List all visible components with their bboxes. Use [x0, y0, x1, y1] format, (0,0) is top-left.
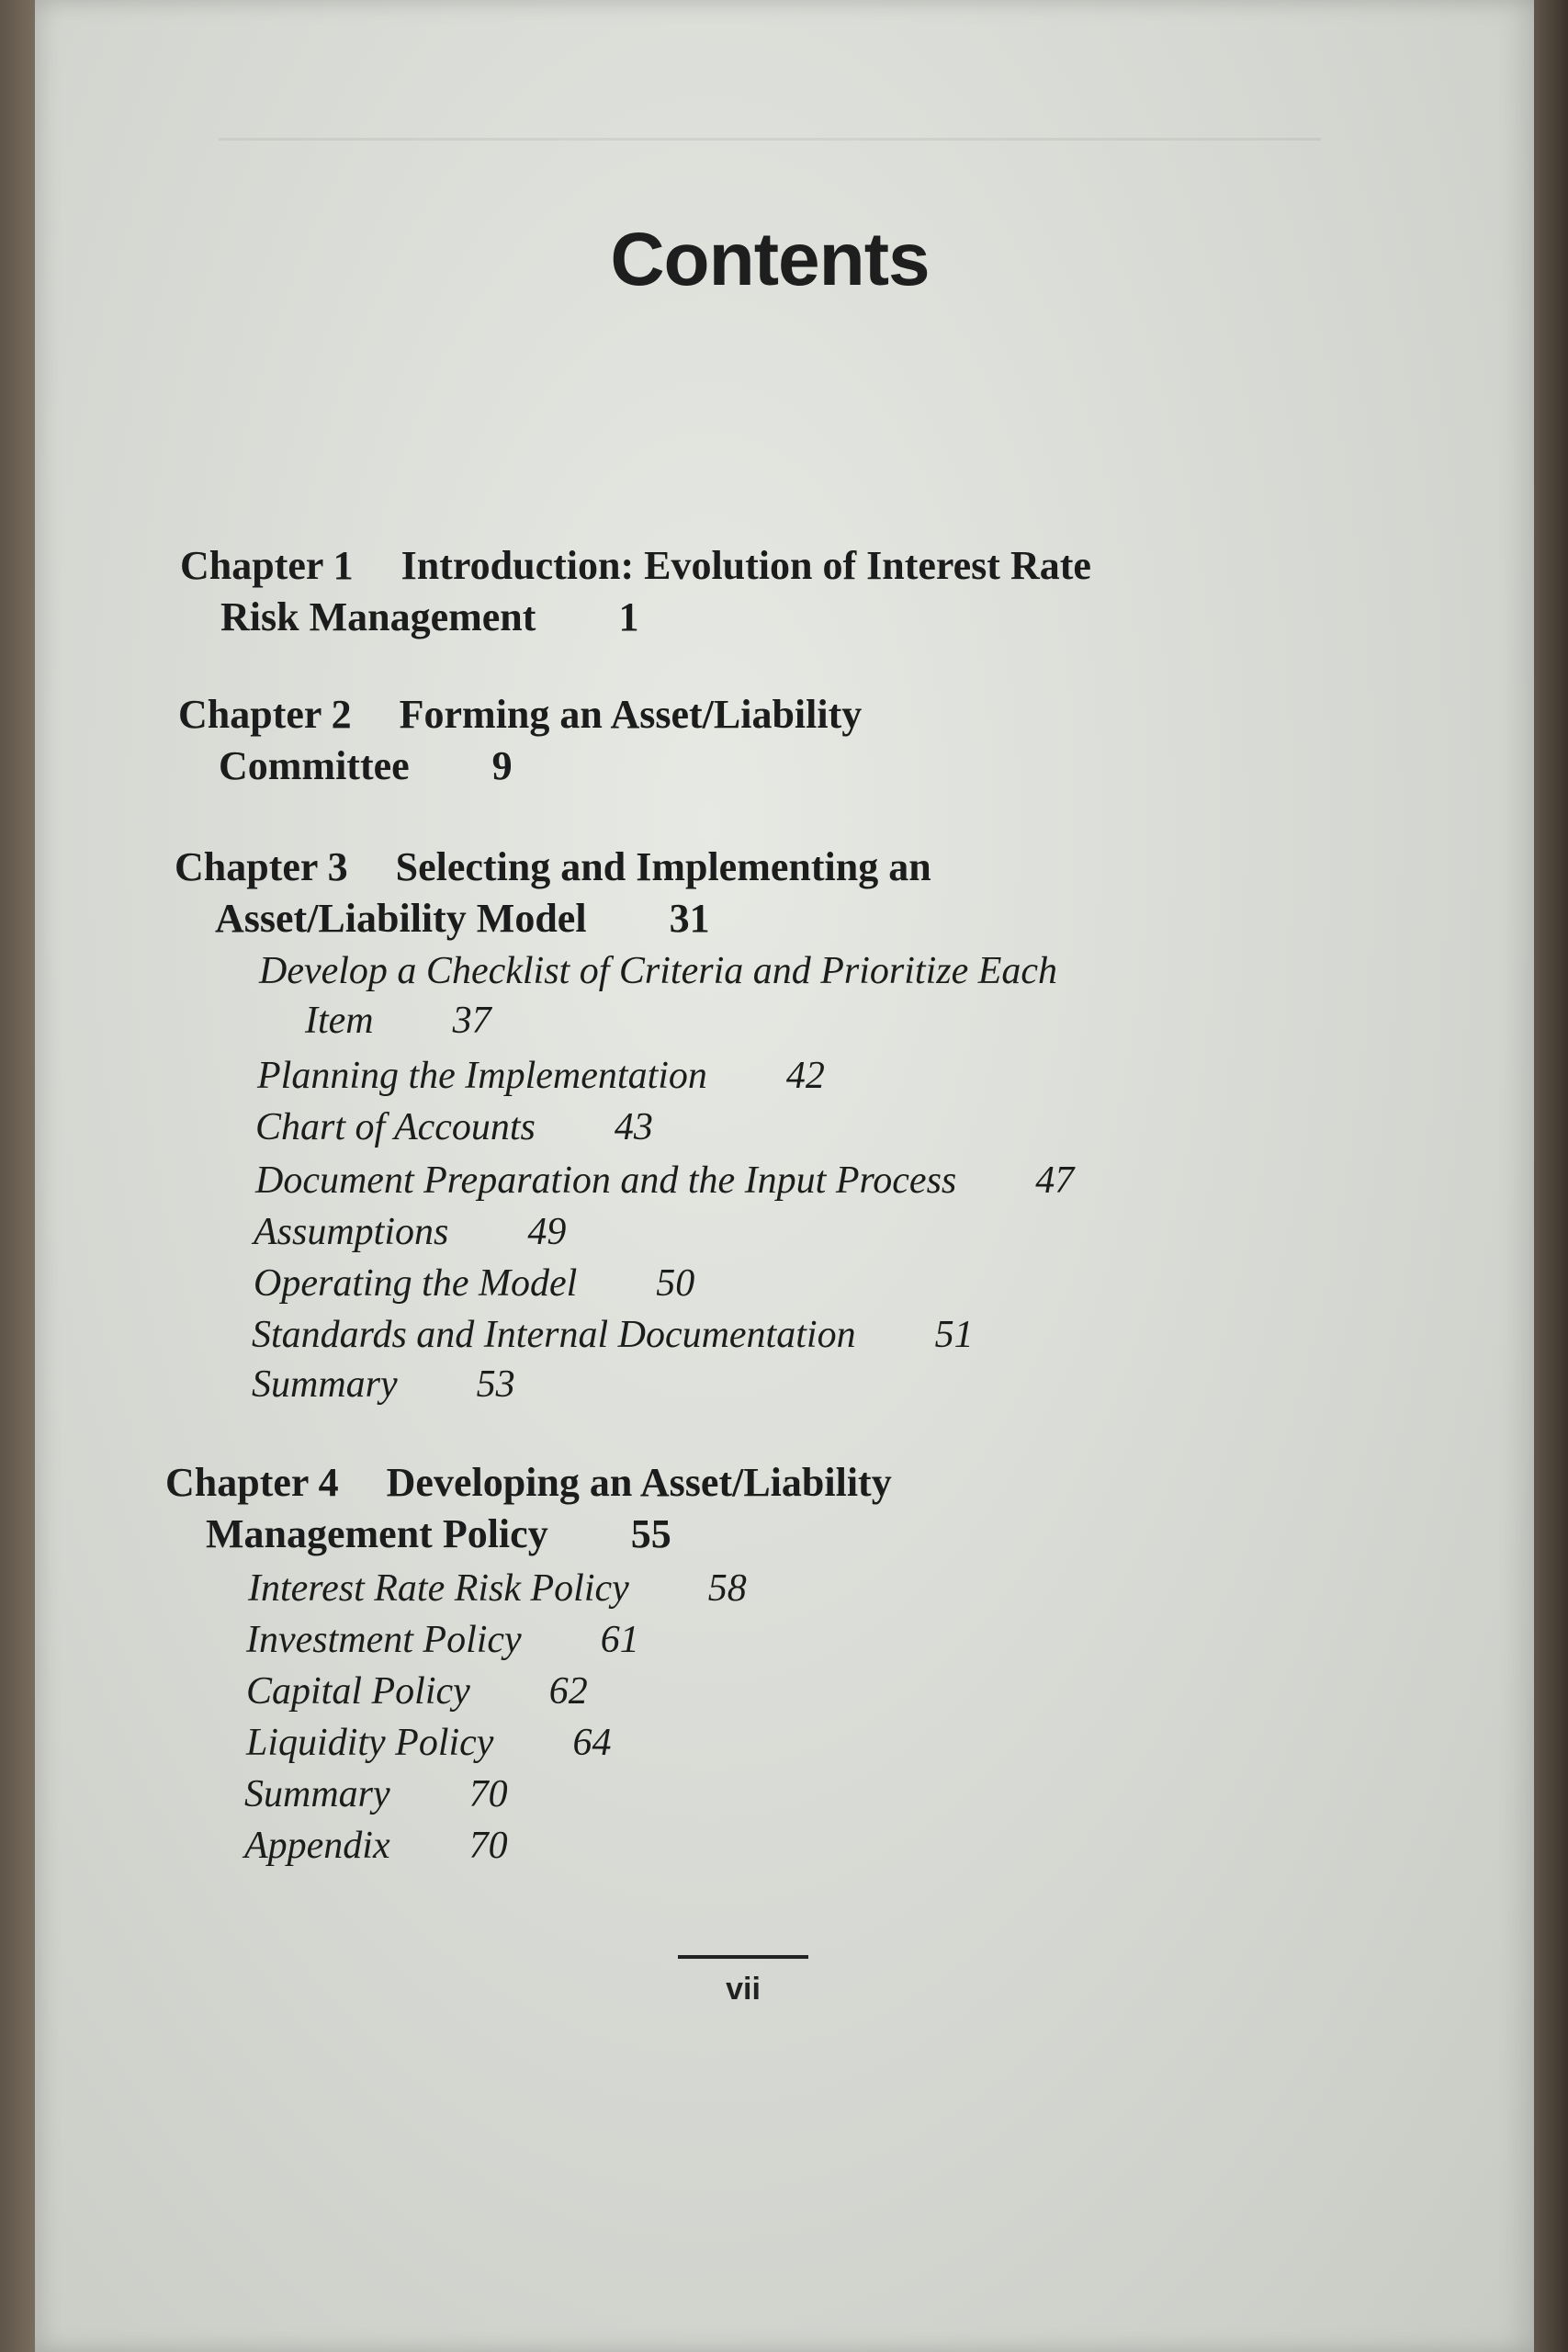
section-page-number: 47 [1035, 1159, 1075, 1202]
section-title: Appendix [244, 1825, 390, 1867]
section-page-number: 70 [468, 1825, 508, 1867]
toc-section [254, 1207, 566, 1257]
toc-section [246, 1615, 639, 1665]
toc-chapter-3 [175, 842, 931, 944]
chapter-page-number: 9 [491, 743, 513, 788]
toc-chapter-1 [180, 540, 1091, 643]
section-page-number: 42 [785, 1055, 825, 1097]
section-page-number: 58 [707, 1567, 747, 1610]
chapter-number: Chapter 2 [178, 692, 352, 737]
toc-section [255, 1102, 653, 1152]
toc-section [254, 1259, 694, 1308]
section-page-number: 43 [614, 1106, 653, 1148]
section-page-number: 70 [468, 1773, 508, 1815]
chapter-title-cont: Management Policy [206, 1511, 548, 1556]
section-page-number: 50 [656, 1262, 695, 1305]
toc-chapter-4 [165, 1457, 892, 1560]
section-title: Capital Policy [246, 1670, 470, 1713]
toc-section [246, 1718, 611, 1768]
chapter-number: Chapter 3 [175, 844, 348, 889]
section-title: Summary [252, 1363, 398, 1406]
section-title: Investment Policy [246, 1619, 522, 1661]
page-title: Contents [610, 218, 930, 301]
section-title: Operating the Model [254, 1262, 578, 1305]
section-page-number: 51 [934, 1314, 974, 1356]
chapter-title: Introduction: Evolution of Interest Rate [400, 543, 1091, 588]
section-title: Planning the Implementation [257, 1055, 707, 1097]
section-title: Document Preparation and the Input Process [255, 1159, 957, 1202]
section-title: Develop a Checklist of Criteria and Prioritize Each [259, 950, 1058, 992]
toc-section [257, 1051, 825, 1101]
section-title: Liquidity Policy [246, 1722, 494, 1764]
section-page-number: 53 [476, 1363, 515, 1406]
section-page-number: 64 [572, 1722, 612, 1764]
chapter-page-number: 1 [618, 594, 639, 639]
chapter-title: Developing an Asset/Liability [386, 1460, 892, 1505]
toc-section [259, 946, 1057, 1046]
section-title-cont: Item [305, 1000, 374, 1042]
section-page-number: 49 [527, 1211, 567, 1253]
toc-section [246, 1667, 588, 1716]
section-page-number: 37 [452, 1000, 491, 1042]
chapter-number: Chapter 4 [165, 1460, 339, 1505]
chapter-page-number: 55 [630, 1511, 671, 1556]
section-page-number: 61 [600, 1619, 639, 1661]
toc-section [252, 1360, 515, 1409]
toc-section [248, 1564, 747, 1613]
chapter-title-cont: Asset/Liability Model [215, 896, 587, 941]
chapter-title-cont: Committee [219, 743, 410, 788]
section-title: Chart of Accounts [255, 1106, 536, 1148]
chapter-title: Forming an Asset/Liability [399, 692, 863, 737]
page-folio: vii [726, 1972, 761, 2007]
chapter-number: Chapter 1 [180, 543, 354, 588]
toc-chapter-2 [178, 689, 862, 792]
chapter-title-cont: Risk Management [220, 594, 536, 639]
chapter-title: Selecting and Implementing an [395, 844, 931, 889]
section-title: Summary [244, 1773, 390, 1815]
section-title: Standards and Internal Documentation [252, 1314, 856, 1356]
toc-section [252, 1310, 974, 1360]
book-page [35, 0, 1534, 2352]
folio-rule [678, 1955, 808, 1959]
toc-section [244, 1821, 508, 1871]
toc-section [255, 1156, 1074, 1205]
section-page-number: 62 [548, 1670, 588, 1713]
section-title: Interest Rate Risk Policy [248, 1567, 629, 1610]
section-title: Assumptions [254, 1211, 449, 1253]
toc-section [244, 1770, 508, 1819]
chapter-page-number: 31 [669, 896, 710, 941]
